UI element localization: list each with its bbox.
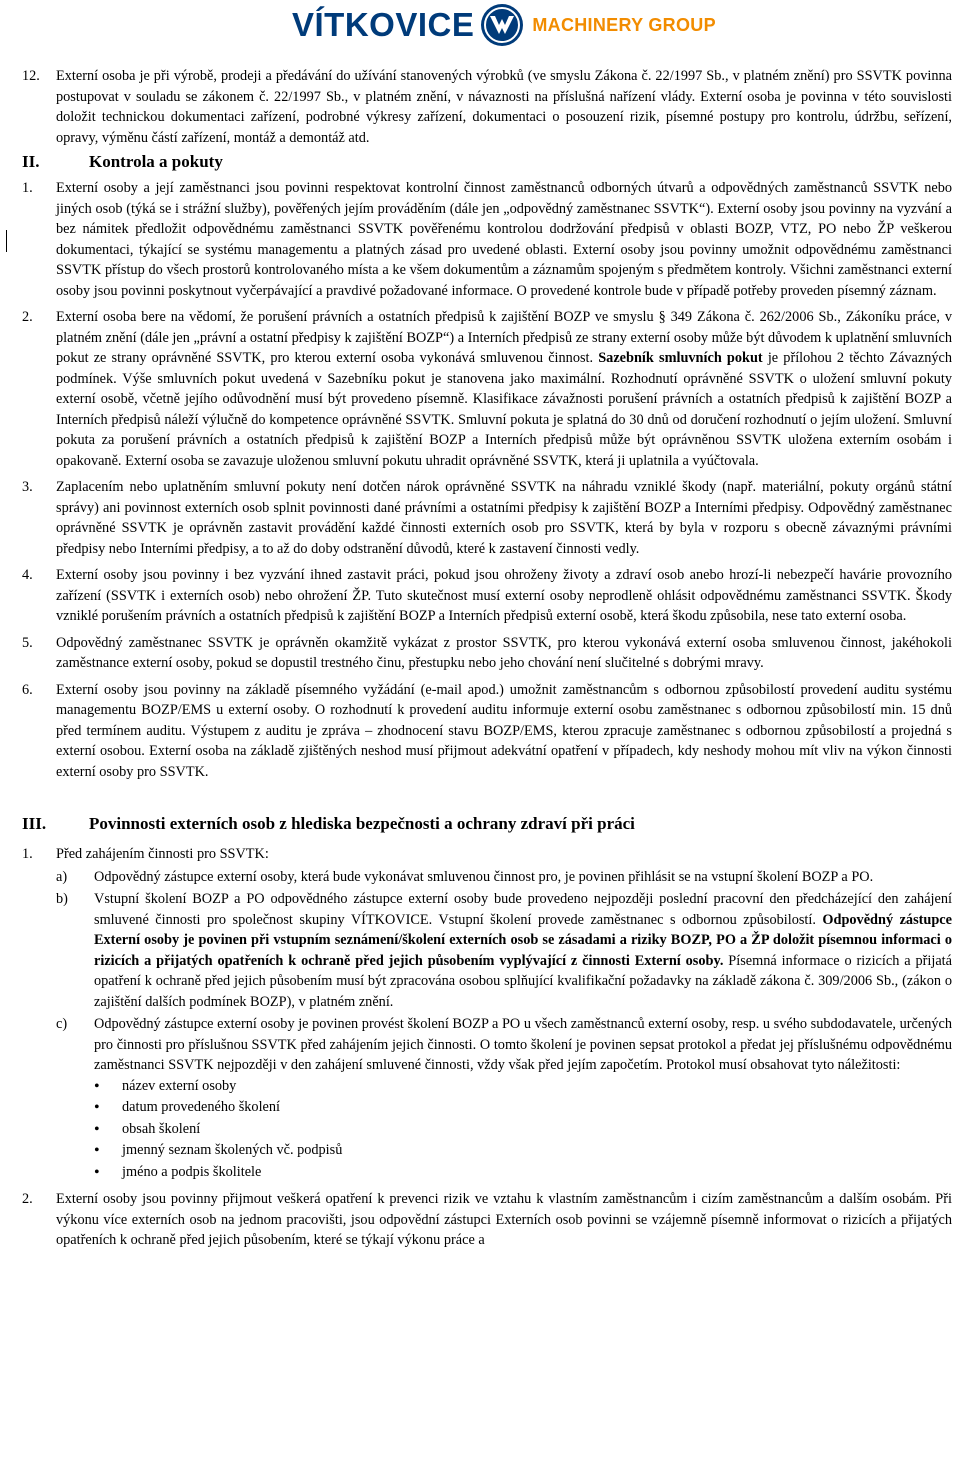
subclause-b	[22, 889, 952, 1012]
subclause-text: Vstupní školení BOZP a PO odpovědného zástupce externí osoby bude provedeno nejpozději poslední pracovní den předcházející den zahájení smluvené činnosti pro společnost skupiny VÍTKOVICE. Vstupní školení provede zaměstnanec s odbornou způsobilostí.	[94, 891, 952, 928]
logo-group-text: MACHINERY GROUP	[532, 14, 716, 35]
subclause-a	[22, 867, 952, 888]
clause-3-1	[22, 844, 952, 865]
logo-emblem-icon	[480, 3, 524, 47]
clause-text: Externí osoby a její zaměstnanci jsou povinni respektovat kontrolní činnost zaměstnanců odborných útvarů a odpovědných zaměstnanců SSVTK nebo jiných osob (týká se i strážní služby), pověřených jejím prováděním (dále jen „odpovědný zaměstnanec SSVTK“). Externí osoby jsou povinny na vyzvání a bez námitek předložit odpovědnému zaměstnanci SSVTK pověřenému kontrolou dodržování předpisů v oblasti BOZP, VTZ, PO nebo ŽP veškerou dokumentaci, týkající se systému managementu a platných zásad pro uvedené oblasti. Externí osoby jsou povinny umožnit odpovědnému zaměstnanci SSVTK přístup do všech prostorů kontrolovaného místa a ke všem dokumentům a záznamům spojeným s předmětem kontroly. Všichni zaměstnanci externí osoby jsou povinni poskytnout vyčerpávající a pravdivé požadované informace. O provedené kontrole bude v případě potřeby proveden písemný záznam.	[56, 180, 952, 299]
logo-wordmark: VÍTKOVICE	[292, 6, 475, 43]
list-item: • datum provedeného školení	[94, 1097, 952, 1119]
clause-bold-text: Sazebník smluvních pokut	[598, 350, 763, 366]
clause-number: 5.	[22, 634, 33, 651]
clause-2-6	[22, 680, 952, 783]
clause-text: Externí osoba bere na vědomí, že porušení právních a ostatních předpisů k zajištění BOZP ve smyslu § 349 Zákona č. 262/2006 Sb., Zákoníku práce, v platném znění (dále jen „právní a ostatní předpisy k zajištění BOZP“) a Interních předpisů ze strany externí osoby může být důvodem k uplatnění smluvních pokut ze strany oprávněné SSVTK, pro kterou externí osoba vykonává smluvenou činnost.	[56, 309, 952, 366]
list-item: • jméno a podpis školitele	[94, 1162, 952, 1184]
clause-number: 2.	[22, 309, 33, 325]
section-numeral: II.	[22, 152, 40, 171]
clause-number: 6.	[22, 681, 33, 698]
clause-text: Externí osoby jsou povinny i bez vyzvání ihned zastavit práci, pokud jsou ohroženy životy a zdraví osob anebo hrozí-li nebezpečí havárie provozního zařízení (SSVTK i externích osob) nebo ohrožení ŽP. Tuto skutečnost musí externí osoby neprodleně ohlásit odpovědnému zaměstnanci SSVTK. Škody vzniklé porušením právních a ostatních předpisů k zajištění BOZP a Interních předpisů externí osobě, která škodu způsobila, nese tato externí osoba.	[56, 567, 952, 624]
clause-text: Externí osoba je při výrobě, prodeji a předávání do užívání stanovených výrobků (ve smyslu Zákona č. 22/1997 Sb., v platném znění) pro SSVTK povinna postupovat v souladu se zákonem č. 22/1997 Sb., v platném znění, v návaznosti na příslušná nařízení vlády. Externí osoba je povinna v této souvislosti doložit technickou dokumentaci zařízení, podrobné výkresy zařízení, dokumentaci o posouzení rizik, písemné postupy pro kontrolu, údržbu, seřízení, opravy, výměnu částí zařízení, montáž a demontáž atd.	[56, 68, 952, 146]
clause-text: Externí osoby jsou povinny přijmout veškerá opatření k prevenci rizik ve vztahu k vlastním zaměstnancům i cizím zaměstnancům a dalším osobám. Při výkonu více externích osob na jednom pracovišti, jsou odpovědní zástupci Externích osob povinni se vzájemně písemně informovat o rizicích a přijatých opatřeních k ochraně před jejich působením, které se týkají výkonu práce a	[56, 1191, 952, 1248]
subclause-text: Odpovědný zástupce externí osoby, která bude vykonávat smluvenou činnost pro, je povinen přihlásit se na vstupní školení BOZP a PO.	[94, 868, 874, 885]
section-heading-3	[22, 812, 952, 836]
clause-text-cont: je přílohou 2 těchto Závazných podmínek. Výše smluvních pokut uvedená v Sazebníku pokut je stanovena jako maximální. Rozhodnutí oprávněné SSVTK o uložení smluvní pokuty externí osobě, včetně jejího odůvodnění musí být provedeno písemně. Klasifikace závažnosti porušení právních a ostatních předpisů k zajištění BOZP a Interních předpisů náleží výlučně do kompetence oprávněné SSVTK. Smluvní pokuta je splatná do 30 dnů od doručení rozhodnutí o jejím uložení. Smluvní pokuta za porušení právních a ostatních předpisů k zajištění BOZP a Interních předpisů může být oprávněnou SSVTK uložena externím osobám i opakovaně. Externí osoba se zavazuje uloženou smluvní pokutu uhradit oprávněné SSVTK, která ji uplatnila a vyúčtovala.	[56, 350, 952, 469]
clause-number: 3.	[22, 479, 33, 495]
list-item: • název externí osoby	[94, 1076, 952, 1098]
section-title: Povinnosti externích osob z hlediska bezpečnosti a ochrany zdraví při práci	[89, 814, 635, 833]
clause-number: 1.	[22, 180, 33, 196]
clause-text: Před zahájením činnosti pro SSVTK:	[56, 846, 269, 862]
clause-text: Zaplacením nebo uplatněním smluvní pokuty není dotčen nárok oprávněné SSVTK na náhradu vzniklé škody (např. materiální, pokuty orgánů státní správy) ani povinnost externích osob splnit povinnosti dané právními a ostatními předpisy k zajištění BOZP a Interními předpisy. Odpovědný zaměstnanec oprávněné SSVTK je oprávněn zastavit provádění každé činnosti externích osob pro SSVTK, která by byla v rozporu s obecně závaznými právními předpisy nebo Interními předpisy, a to až do doby odstranění důvodů, které k zastavení činnosti vedly.	[56, 479, 952, 557]
clause-text: Externí osoby jsou povinny na základě písemného vyžádání (e-mail apod.) umožnit zaměstnancům s odbornou způsobilostí provedení auditu systému managementu BOZP/EMS u externí osoby. O rozhodnutí k provedení auditu informuje externí osobu zaměstnanec s odbornou způsobilostí min. 15 dnů před termínem auditu. Výstupem z auditu je zpráva – zhodnocení stavu BOZP/EMS, kterou zpracuje zaměstnanec s odbornou způsobilostí a projedná s externí osobou. Externí osoba na základě zjištěných neshod musí přijmout adekvátní opatření v případech, kdy neshody mohou mít vliv na výkon činnosti externí osoby pro SSVTK.	[56, 681, 952, 780]
subclause-label: c)	[56, 1016, 68, 1032]
clause-text: Odpovědný zaměstnanec SSVTK je oprávněn okamžitě vykázat z prostor SSVTK, pro kterou vykonává externí osoba smluvenou činnost, jakéhokoli zaměstnance externí osoby, pokud se dopustil trestného činu, přestupku nebo jeho chování není slučitelné s dobrými mravy.	[56, 634, 952, 671]
clause-number: 4.	[22, 567, 33, 583]
clause-number: 2.	[22, 1191, 33, 1207]
subclause-text-cont: Písemná informace o rizicích a přijatá opatření k ochraně před jejich působením musí být zpracována osobou splňující kvalifikační požadavky na základě zákona č. 309/2006 Sb., (zákon o zajištění dalších podmínek BOZP), v platném znění.	[94, 952, 952, 1010]
company-logo	[292, 2, 716, 48]
protocol-requirements-list	[22, 1076, 952, 1184]
subclause-c	[22, 1014, 952, 1076]
clause-2-1	[22, 178, 952, 301]
clause-3-2	[22, 1189, 952, 1251]
clause-number: 1.	[22, 846, 33, 862]
revision-change-bar	[6, 230, 7, 252]
clause-number: 12.	[22, 68, 40, 84]
page-header	[0, 0, 960, 52]
clause-12	[22, 66, 952, 148]
subclause-label: b)	[56, 891, 68, 907]
section-heading-2	[22, 150, 952, 174]
subclause-bold-text: Odpovědný zástupce Externí osoby je povinen při vstupním seznámení/školení externích osob se zásadami a riziky BOZP, PO a ŽP doložit písemnou informaci o rizicích a přijatých opatřeních k ochraně před jejich působením vyplývající z činnosti Externí osoby.	[94, 911, 952, 969]
section-numeral: III.	[22, 814, 47, 833]
list-item: • jmenný seznam školených vč. podpisů	[94, 1140, 952, 1162]
subclause-label: a)	[56, 868, 68, 885]
document-body	[22, 66, 952, 1251]
clause-2-4	[22, 565, 952, 627]
subclause-text: Odpovědný zástupce externí osoby je povinen provést školení BOZP a PO u všech zaměstnanců externí osoby, resp. u svého subdodavatele, určených pro činnosti pro příslušnou SSVTK před zahájením jejich činnosti. O tomto školení je povinen sepsat protokol a předat jej příslušnému odpovědnému zaměstnanci SSVTK nejpozději v den zahájení smluvené činnosti, vždy však před jejím započetím. Protokol musí obsahovat tyto náležitosti:	[94, 1016, 952, 1073]
list-item: • obsah školení	[94, 1119, 952, 1141]
clause-2-3	[22, 477, 952, 559]
clause-2-5	[22, 633, 952, 674]
section-title: Kontrola a pokuty	[89, 152, 223, 171]
clause-2-2	[22, 307, 952, 471]
